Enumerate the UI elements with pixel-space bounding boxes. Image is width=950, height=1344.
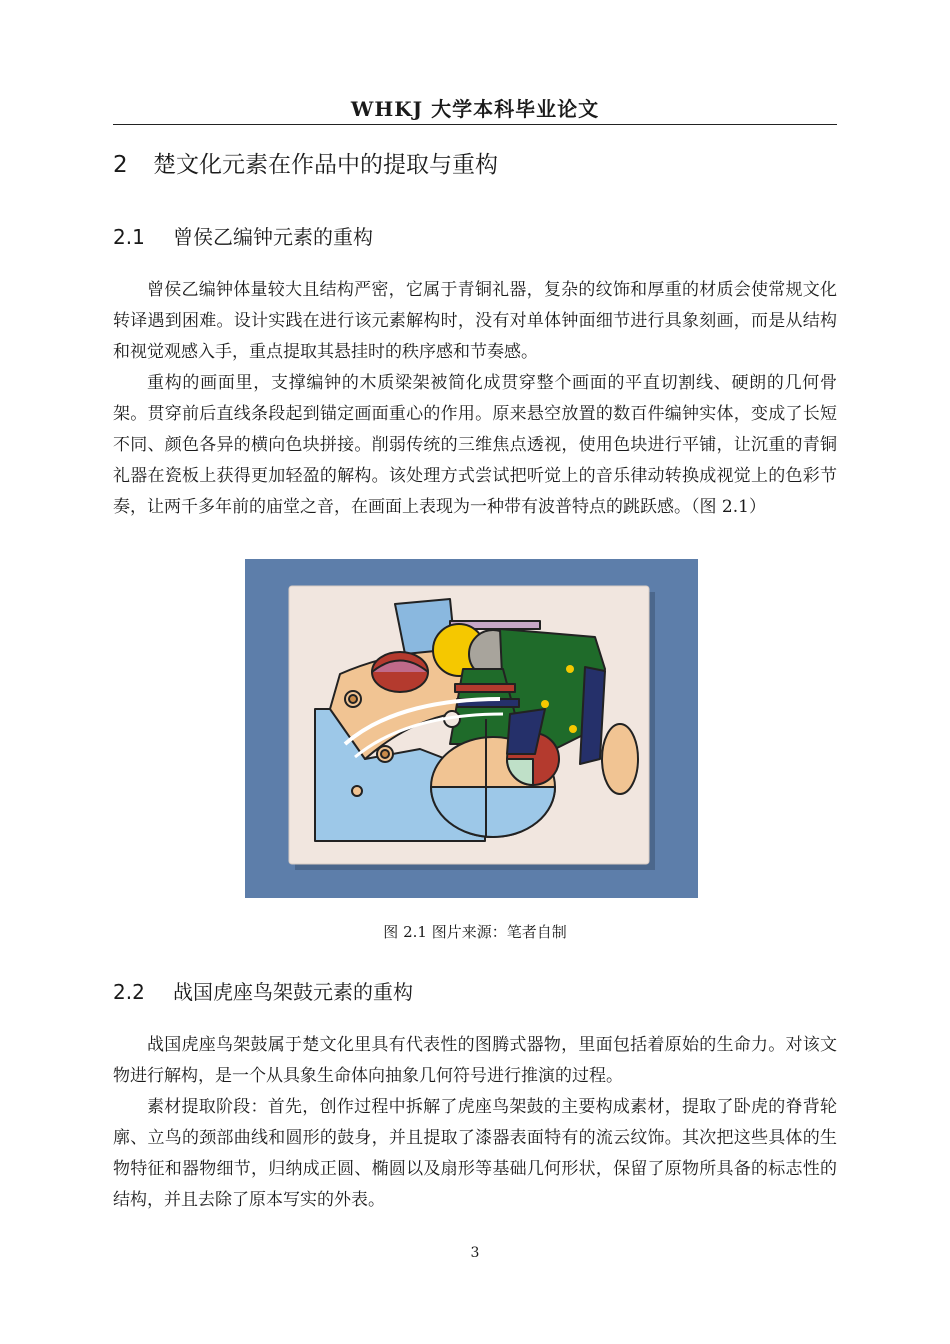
subsection-title: 战国虎座鸟架鼓元素的重构 bbox=[173, 980, 413, 1004]
section-title: 楚文化元素在作品中的提取与重构 bbox=[153, 152, 498, 178]
page-number: 3 bbox=[470, 1245, 480, 1261]
subsection-title: 曾侯乙编钟元素的重构 bbox=[173, 225, 373, 249]
paragraph: 重构的画面里，支撑编钟的木质梁架被简化成贯穿整个画面的平直切割线、硬朗的几何骨架。贯穿前后直线条段起到锚定画面重心的作用。原来悬空放置的数百件编钟实体，变成了长短不同、颜色各异的横向色块拼接。削弱传统的三维焦点透视，使用色块进行平铺，让沉重的青铜礼器在瓷板上获得更加轻盈的解构。该处理方式尝试把听觉上的音乐律动转换成视觉上的色彩节奏，让两千多年前的庙堂之音，在画面上表现为一种带有波普特点的跳跃感。（图 2.1） bbox=[113, 373, 837, 517]
subsection-heading-1 bbox=[113, 221, 373, 250]
paragraph: 素材提取阶段：首先，创作过程中拆解了虎座鸟架鼓的主要构成素材，提取了卧虎的脊背轮廓、立鸟的颈部曲线和圆形的鼓身，并且提取了漆器表面特有的流云纹饰。其次把这些具体的生物特征和器物细节，归纳成正圆、椭圆以及扇形等基础几何形状，保留了原物所具备的标志性的结构，并且去除了原本写实的外表。 bbox=[113, 1097, 837, 1210]
section-heading bbox=[113, 146, 498, 179]
figure-caption: 图 2.1 图片来源：笔者自制 bbox=[383, 923, 567, 941]
paragraph: 曾侯乙编钟体量较大且结构严密，它属于青铜礼器，复杂的纹饰和厚重的材质会使常规文化转译遇到困难。设计实践在进行该元素解构时，没有对单体钟面细节进行具象刻画，而是从结构和视觉观感入手，重点提取其悬挂时的秩序感和节奏感。 bbox=[113, 280, 837, 362]
subsection-heading-2 bbox=[113, 976, 413, 1005]
running-header: WHKJ 大学本科毕业论文 bbox=[350, 97, 600, 121]
paragraph: 战国虎座鸟架鼓属于楚文化里具有代表性的图腾式器物，里面包括着原始的生命力。对该文物进行解构，是一个从具象生命体向抽象几何符号进行推演的过程。 bbox=[113, 1035, 837, 1086]
header-rule bbox=[113, 124, 837, 125]
section-number: 2 bbox=[113, 152, 128, 178]
figure-ceramic-tile-artwork bbox=[245, 559, 698, 898]
subsection-number: 2.1 bbox=[113, 225, 145, 249]
subsection-number: 2.2 bbox=[113, 980, 145, 1004]
artwork-illustration bbox=[245, 559, 698, 898]
